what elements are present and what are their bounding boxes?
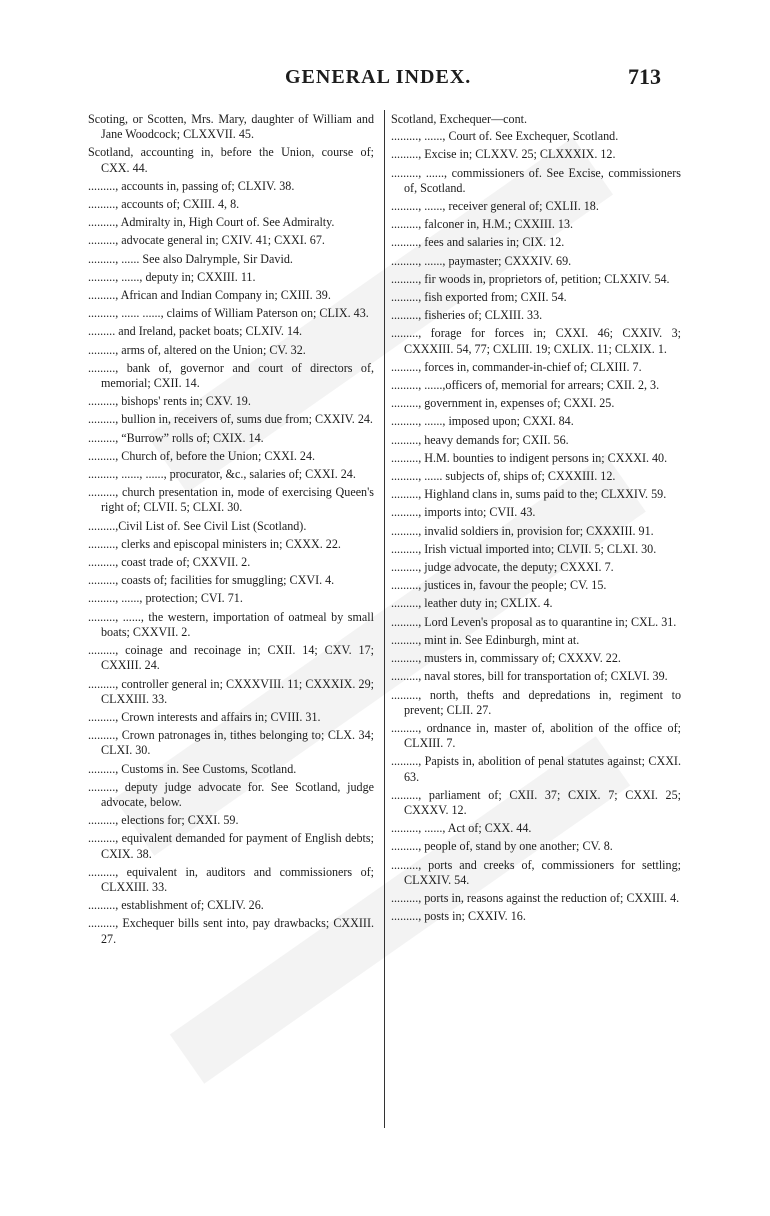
index-entry: ........., invalid soldiers in, provision for; CXXXIII. 91. <box>391 523 654 538</box>
index-entry: ........., justices in, favour the people; CV. 15. <box>391 578 607 593</box>
index-entry: ........., bishops' rents in; CXV. 19. <box>88 394 251 409</box>
index-entry: ......... and Ireland, packet boats; CLXIV. 14. <box>88 324 303 339</box>
index-entry: ........., Customs in. See Customs, Scotland. <box>88 761 297 776</box>
index-entry: ........., ......, ......, procurator, &c., salaries of; CXXI. 24. <box>88 467 356 482</box>
index-entry: ........., ......, Court of. See Exchequer, Scotland. <box>391 129 619 144</box>
page-number: 713 <box>628 64 661 89</box>
index-entry: ........., establishment of; CXLIV. 26. <box>88 898 264 913</box>
continued-heading: Scotland, Exchequer—cont. <box>391 112 528 126</box>
index-entry: ........., ordnance in, master of, abolition of the office of; CLXIII. 7. <box>391 720 681 751</box>
index-entry: ........., ......, imposed upon; CXXI. 84. <box>391 414 574 429</box>
left-column <box>88 112 374 950</box>
index-entry: ........., Admiralty in, High Court of. See Admiralty. <box>88 215 335 230</box>
index-entry: ........., coinage and recoinage in; CXII. 14; CXV. 17; CXXIII. 24. <box>88 643 374 673</box>
index-entry: ........., falconer in, H.M.; CXXIII. 13. <box>391 217 574 232</box>
index-entry: ........., arms of, altered on the Union; CV. 32. <box>88 342 306 357</box>
index-entry: ........., ...... ......, claims of William Paterson on; CLIX. 43. <box>88 306 369 321</box>
index-entry: ........., equivalent in, auditors and commissioners of; CLXXIII. 33. <box>88 864 374 894</box>
index-entry: ........., controller general in; CXXXVIII. 11; CXXXIX. 29; CLXXIII. 33. <box>88 676 374 706</box>
index-entry: ........., north, thefts and depredations in, regiment to prevent; CLII. 27. <box>391 687 681 717</box>
index-entry: ........., accounts of; CXIII. 4, 8. <box>88 197 240 212</box>
index-entry: ........., leather duty in; CXLIX. 4. <box>391 596 553 611</box>
index-entry: ........., ......,officers of, memorial for arrears; CXII. 2, 3. <box>391 378 660 393</box>
index-entry: ........., Church of, before the Union; CXXI. 24. <box>88 448 316 463</box>
index-entry: ........., African and Indian Company in; CXIII. 39. <box>88 288 331 303</box>
index-entry: ........., forage for forces in; CXXI. 46; CXXIV. 3; CXXXIII. 54, 77; CXLIII. 19; CXLIX. 11; CLXIX. 1. <box>391 326 681 356</box>
index-entry: Scotland, accounting in, before the Union, course of; CXX. 44. <box>88 145 374 175</box>
index-entry: ........., naval stores, bill for transportation of; CXLVI. 39. <box>391 669 668 684</box>
index-entry: ........., Crown interests and affairs in; CVIII. 31. <box>88 709 321 724</box>
index-entry: ........., bank of, governor and court of directors of, memorial; CXII. 14. <box>88 360 374 391</box>
index-entry: ........., government in, expenses of; CXXI. 25. <box>391 396 615 411</box>
index-entry: ........., church presentation in, mode of exercising Queen's right of; CLVII. 5; CLXI. 30. <box>88 485 374 515</box>
index-entry: ........., people of, stand by one another; CV. 8. <box>391 839 613 854</box>
index-entry: ........., advocate general in; CXIV. 41; CXXI. 67. <box>88 233 325 248</box>
index-entry: ........., clerks and episcopal ministers in; CXXX. 22. <box>88 536 341 551</box>
index-entry: ........., deputy judge advocate for. See Scotland, judge advocate, below. <box>88 779 374 809</box>
index-entry: ........., fish exported from; CXII. 54. <box>391 290 567 305</box>
index-entry: ........., H.M. bounties to indigent persons in; CXXXI. 40. <box>391 450 668 465</box>
index-entry: ........., ......, paymaster; CXXXIV. 69. <box>391 253 572 268</box>
index-entry: ........., ports in, reasons against the reduction of; CXXIII. 4. <box>391 890 680 905</box>
index-entry: ........., Papists in, abolition of penal statutes against; CXXI. 63. <box>391 754 681 784</box>
index-entry: ........., ......, commissioners of. See Excise, commissioners of, Scotland. <box>391 165 681 195</box>
index-entry: ........., ...... See also Dalrymple, Sir David. <box>88 251 293 266</box>
index-entry: ........., coast trade of; CXXVII. 2. <box>88 555 251 570</box>
index-entry: ........., judge advocate, the deputy; CXXXI. 7. <box>391 560 614 575</box>
index-entry: ........., mint in. See Edinburgh, mint at. <box>391 632 580 647</box>
index-entry: ........., imports into; CVII. 43. <box>391 505 536 520</box>
index-entry: ........., elections for; CXXI. 59. <box>88 813 239 828</box>
index-entry: ........., bullion in, receivers of, sums due from; CXXIV. 24. <box>88 412 373 427</box>
index-entry: ........., ......, receiver general of; CXLII. 18. <box>391 199 599 214</box>
index-entry: ........., Irish victual imported into; CLVII. 5; CLXI. 30. <box>391 541 657 556</box>
index-entry: ........., ports and creeks of, commissioners for settling; CLXXIV. 54. <box>391 857 681 887</box>
index-entry: ........., musters in, commissary of; CXXXV. 22. <box>391 651 621 666</box>
index-entry: ........., accounts in, passing of; CLXIV. 38. <box>88 178 295 193</box>
index-entry: ........., ......, the western, importation of oatmeal by small boats; CXXVII. 2. <box>88 609 374 639</box>
index-entry: .........,Civil List of. See Civil List (Scotland). <box>88 518 307 533</box>
index-entry: Scoting, or Scotten, Mrs. Mary, daughter of William and Jane Woodcock; CLXXVII. 45. <box>88 112 374 142</box>
index-entry: ........., fisheries of; CLXIII. 33. <box>391 308 543 323</box>
index-entry: ........., posts in; CXXIV. 16. <box>391 909 526 924</box>
index-entry: ........., Exchequer bills sent into, pay drawbacks; CXXIII. 27. <box>88 916 374 946</box>
index-entry: ........., “Burrow” rolls of; CXIX. 14. <box>88 430 264 445</box>
page-title: GENERAL INDEX. <box>285 66 472 88</box>
index-entry: ........., Highland clans in, sums paid to the; CLXXIV. 59. <box>391 487 667 502</box>
index-entry: ........., coasts of; facilities for smuggling; CXVI. 4. <box>88 573 335 588</box>
index-entry: ........., Excise in; CLXXV. 25; CLXXXIX. 12. <box>391 147 616 162</box>
index-entry: ........., forces in, commander-in-chief of; CLXIII. 7. <box>391 359 642 374</box>
index-entry: ........., ......, Act of; CXX. 44. <box>391 821 532 836</box>
index-entry: ........., ...... subjects of, ships of; CXXXIII. 12. <box>391 469 616 484</box>
index-entry: ........., equivalent demanded for payment of English debts; CXIX. 38. <box>88 831 374 861</box>
index-entry: ........., ......, protection; CVI. 71. <box>88 591 243 606</box>
index-entry: ........., fees and salaries in; CIX. 12. <box>391 235 565 250</box>
index-entry: ........., ......, deputy in; CXXIII. 11. <box>88 269 256 284</box>
index-entry: ........., parliament of; CXII. 37; CXIX. 7; CXXI. 25; CXXXV. 12. <box>391 787 681 817</box>
column-divider <box>384 110 385 1128</box>
index-entry: ........., Lord Leven's proposal as to quarantine in; CXL. 31. <box>391 614 677 629</box>
right-column <box>391 112 681 927</box>
index-entry: ........., fir woods in, proprietors of, petition; CLXXIV. 54. <box>391 271 670 286</box>
index-entry: ........., Crown patronages in, tithes belonging to; CLX. 34; CLXI. 30. <box>88 728 374 758</box>
index-entry: ........., heavy demands for; CXII. 56. <box>391 432 569 447</box>
